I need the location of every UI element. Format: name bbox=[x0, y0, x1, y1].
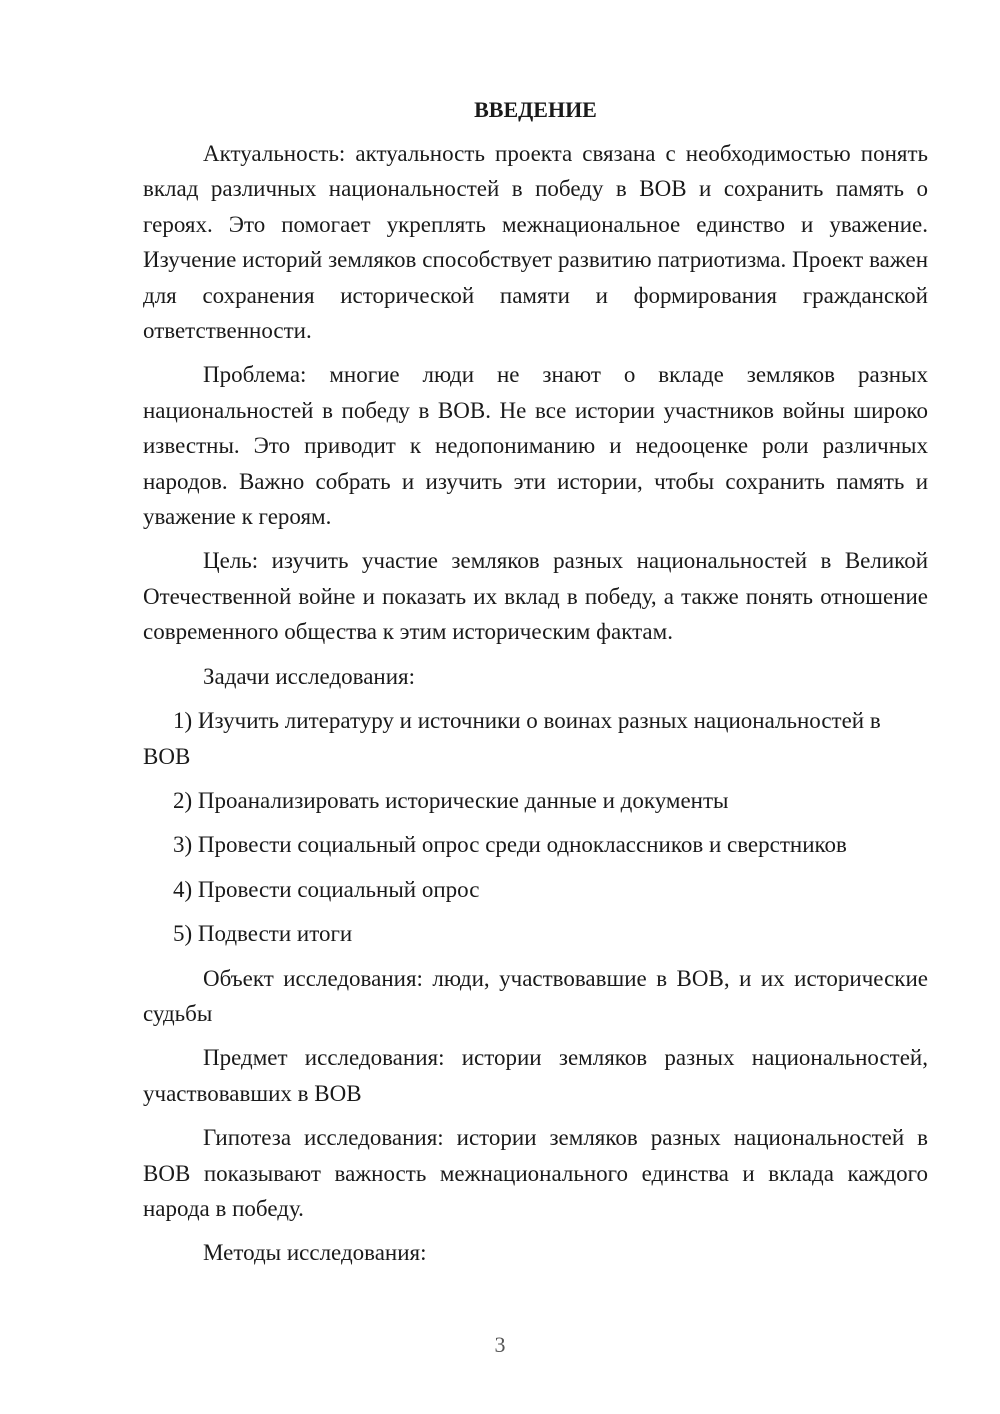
methods-heading: Методы исследования: bbox=[203, 1240, 427, 1266]
task-item-2: 2) Проанализировать исторические данные и документы bbox=[173, 787, 729, 813]
paragraph-hypothesis: Гипотеза исследования: истории земляков разных национальностей в ВОВ показывают важность межнационального единства и вклада каждого народа в победу. bbox=[143, 1125, 928, 1221]
paragraph-subject: Предмет исследования: истории земляков разных национальностей, участвовавших в ВОВ bbox=[143, 1045, 928, 1106]
page-title: ВВЕДЕНИЕ bbox=[474, 97, 597, 122]
paragraph-relevance: Актуальность: актуальность проекта связана с необходимостью понять вклад различных национальностей в победу в ВОВ и сохранить память о героях. Это помогает укреплять межнациональное единство и уважение. Изучение историй земляков способствует развитию патриотизма. Проект важен для сохранения исторической памяти и формирования гражданской ответственности. bbox=[143, 141, 928, 344]
task-item-1: 1) Изучить литературу и источники о воинах разных национальностей в ВОВ bbox=[143, 708, 881, 769]
document-page bbox=[143, 92, 928, 1280]
page-number: 3 bbox=[494, 1332, 506, 1357]
task-item-4: 4) Провести социальный опрос bbox=[173, 876, 480, 902]
tasks-heading: Задачи исследования: bbox=[203, 663, 416, 689]
paragraph-goal: Цель: изучить участие земляков разных национальностей в Великой Отечественной войне и показать их вклад в победу, а также понять отношение современного общества к этим историческим фактам. bbox=[143, 548, 928, 645]
task-item-5: 5) Подвести итоги bbox=[173, 921, 353, 947]
paragraph-problem: Проблема: многие люди не знают о вкладе земляков разных национальностей в победу в ВОВ. Не все истории участников войны широко известны. Это приводит к недопониманию и недооценке роли различных народов. Важно собрать и изучить эти истории, чтобы сохранить память и уважение к героям. bbox=[143, 362, 928, 530]
task-item-3: 3) Провести социальный опрос среди одноклассников и сверстников bbox=[173, 832, 847, 858]
paragraph-object: Объект исследования: люди, участвовавшие в ВОВ, и их исторические судьбы bbox=[143, 965, 928, 1026]
